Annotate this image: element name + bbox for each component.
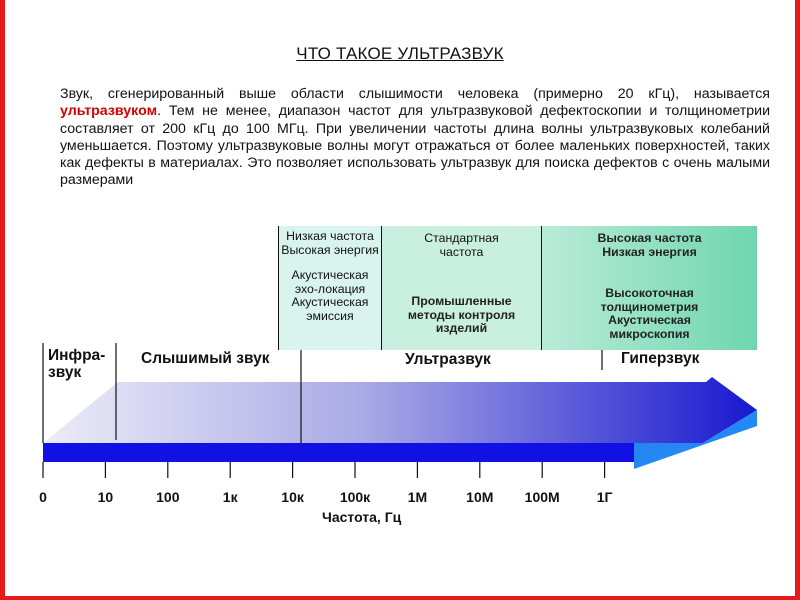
- intro-text-part1: Звук, сгенерированный выше области слышимости человека (примерно 20 кГц), называется: [60, 86, 770, 102]
- axis-label: Частота, Гц: [322, 509, 402, 525]
- region-label-hypersound: Гиперзвук: [621, 350, 700, 367]
- band-low-heading-line2: Высокая энергия: [281, 242, 379, 257]
- band-low-applications: [279, 269, 381, 323]
- band-standard-applications: [382, 295, 541, 336]
- region-infrasound-line1: Инфра-: [48, 347, 106, 364]
- band-high-frequency: [542, 226, 757, 350]
- axis-tick-label: 10М: [466, 489, 494, 505]
- band-high-applications: [542, 287, 757, 341]
- band-standard-heading-line2: частота: [439, 244, 484, 259]
- arrow-top-face: [43, 377, 757, 443]
- band-high-heading-line1: Высокая частота: [597, 231, 702, 245]
- band-high-app-line3: Акустическая: [608, 313, 691, 327]
- axis-tick-label: 1Г: [596, 489, 613, 505]
- band-low-app-line4: эмиссия: [306, 308, 354, 323]
- slide-title: ЧТО ТАКОЕ УЛЬТРАЗВУК: [296, 44, 504, 63]
- band-standard-heading: [382, 232, 541, 259]
- band-low-app-line3: Акустическая: [291, 295, 369, 309]
- band-low-app-line1: Акустическая: [291, 268, 369, 282]
- band-low-frequency: [278, 226, 382, 350]
- axis-tick-label: 100: [156, 489, 180, 505]
- axis-tick-label: 0: [39, 489, 47, 505]
- region-label-infrasound: [48, 347, 105, 381]
- band-standard-app-line3: изделий: [435, 321, 488, 335]
- band-standard-app-line1: Промышленные: [411, 294, 512, 308]
- axis-tick-label: 100М: [524, 489, 560, 505]
- intro-highlight-term: ультразвуком: [60, 103, 158, 120]
- band-standard-frequency: [382, 226, 542, 350]
- arrow-front-face: [43, 443, 634, 462]
- band-high-heading-line2: Низкая энергия: [602, 244, 697, 259]
- band-high-heading: [542, 232, 757, 259]
- band-low-app-line2: эхо-локация: [294, 281, 366, 296]
- intro-text-part2: . Тем не менее, диапазон частот для ультразвуковой дефектоскопии и толщинометрии составляет от 200 кГц до 100 МГц. При увеличении частоты длина волны ультразвуковых колебаний уменьшается. Поэтому ультразвуковые волны могут отражаться от более маленьких поверхностей, таких как дефекты в материалах. Это позволяет использовать ультразвук для поиска дефектов с очень малыми размерами: [60, 103, 770, 189]
- band-standard-heading-line1: Стандартная: [424, 231, 499, 245]
- band-standard-app-line2: методы контроля: [407, 307, 516, 322]
- region-label-audible: Слышимый звук: [141, 350, 270, 367]
- band-low-heading-line1: Низкая частота: [286, 229, 374, 243]
- axis-tick-label: 10к: [281, 489, 304, 505]
- region-label-ultrasound: Ультразвук: [405, 351, 491, 368]
- band-high-app-line2: толщинометрия: [600, 299, 699, 314]
- axis-tick-label: 1к: [222, 489, 238, 505]
- band-low-heading: [279, 230, 381, 257]
- axis-tick-label: 10: [97, 489, 114, 505]
- region-infrasound-line2: звук: [48, 364, 82, 381]
- band-high-app-line1: Высокоточная: [605, 286, 694, 300]
- axis-tick-label: 1М: [407, 489, 428, 505]
- axis-tick-marks: [43, 462, 605, 478]
- axis-tick-label: 100к: [339, 489, 371, 505]
- band-high-app-line4: микроскопия: [609, 326, 690, 341]
